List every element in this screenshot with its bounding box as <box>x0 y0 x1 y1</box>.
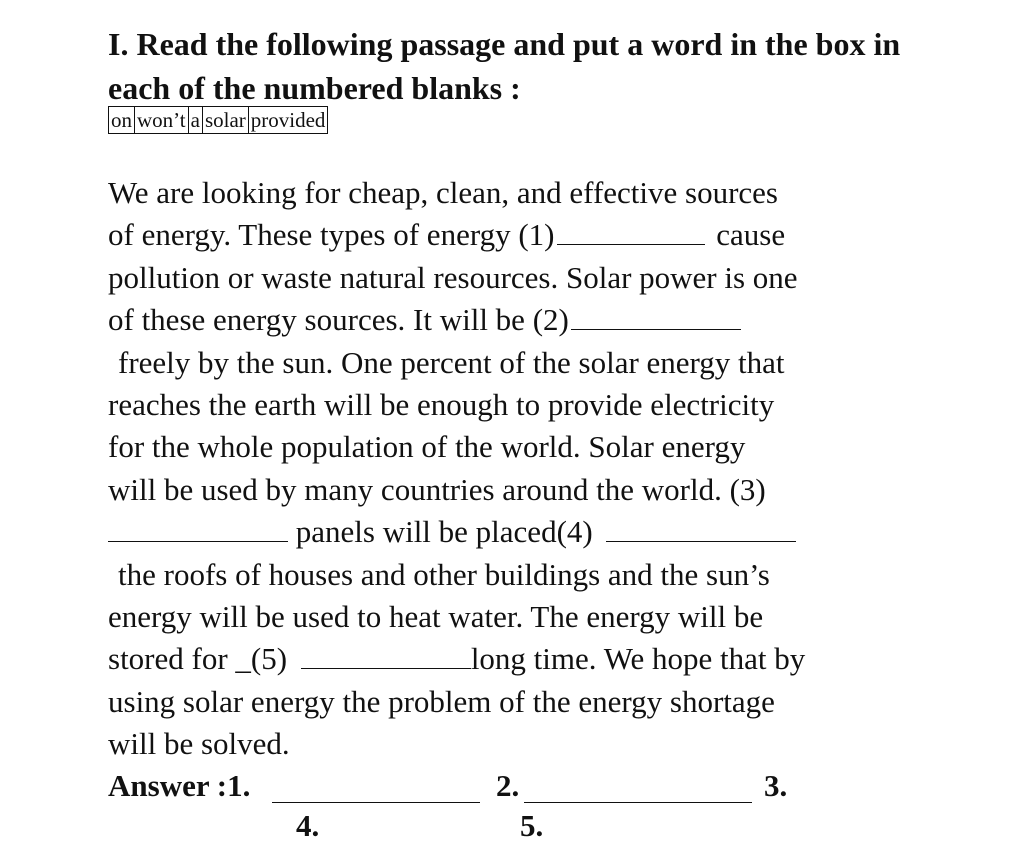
passage-text: will be solved. <box>108 726 290 762</box>
passage-text: cause <box>708 217 786 253</box>
passage-text: long time. We hope that by <box>470 641 806 677</box>
answer-4-number: 4. <box>296 808 320 843</box>
answer-3-number: 3. <box>764 768 788 803</box>
passage-text: energy will be used to heat water. The energy will be <box>108 598 764 634</box>
passage-text: of energy. These types of energy (1) <box>108 217 555 253</box>
passage-text: of these energy sources. It will be (2) <box>108 302 569 338</box>
passage-text: the roofs of houses and other buildings and the sun’s <box>118 556 770 592</box>
passage-text: panels will be placed(4) <box>288 514 601 550</box>
answer-2-blank[interactable] <box>524 802 752 803</box>
passage-text: pollution or waste natural resources. Solar power is one <box>108 259 798 295</box>
answer-label: Answer :1. <box>108 768 251 803</box>
answer-1-blank[interactable] <box>272 802 480 803</box>
passage-text: freely by the sun. One percent of the solar energy that <box>118 344 785 380</box>
answer-2-number: 2. <box>496 768 520 803</box>
passage-text: stored for _(5) <box>108 641 295 677</box>
word-box-cell: a <box>189 107 203 133</box>
passage-text: reaches the earth will be enough to provide electricity <box>108 386 775 422</box>
word-box-cell: provided <box>250 108 326 132</box>
passage-text: will be used by many countries around the world. (3) <box>108 471 766 507</box>
word-box-cell: won’t <box>135 107 189 133</box>
passage-text: for the whole population of the world. Solar energy <box>108 429 746 465</box>
answer-5-number: 5. <box>520 808 544 843</box>
word-box-cell: solar <box>203 107 249 133</box>
passage-text: We are looking for cheap, clean, and effective sources <box>108 175 778 210</box>
exercise-heading: I. Read the following passage and put a word in the box in each of the numbered blanks : <box>108 26 901 106</box>
word-box-cell: on <box>109 107 135 133</box>
passage-text: using solar energy the problem of the energy shortage <box>108 683 775 719</box>
